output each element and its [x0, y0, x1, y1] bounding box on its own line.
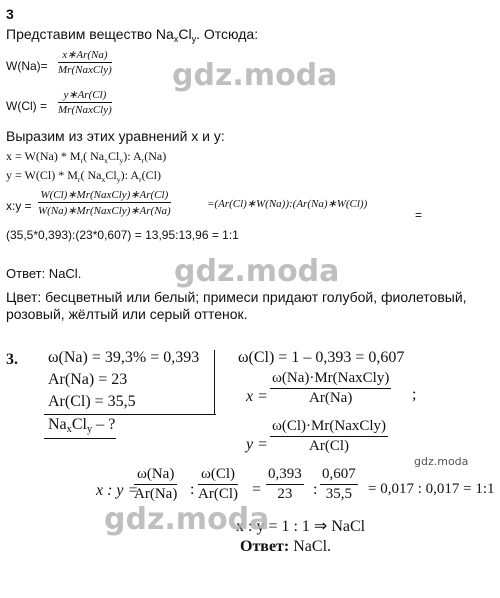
- x-eq-sub-y: y: [119, 156, 124, 165]
- given-ar-na: Ar(Na) = 23: [48, 371, 128, 388]
- ratio-f3-num: 0,393: [266, 466, 304, 485]
- watermark-gdz-1: gdz.moda: [172, 58, 338, 93]
- answer-label-bottom: Ответ:: [240, 538, 290, 555]
- y-equation: [6, 168, 161, 184]
- w-na-label: W(Na)=: [6, 59, 48, 73]
- y-fraction-bottom: [270, 418, 388, 455]
- y-eq-c: Cl: [105, 168, 117, 182]
- ratio-f3-den: 23: [277, 486, 293, 502]
- intro-text-a: Представим вещество Na: [6, 26, 174, 42]
- given-vertical-divider: [214, 350, 215, 414]
- watermark-gdz-2: gdz.moda: [174, 254, 340, 289]
- ratio-f1-den: Ar(Na): [134, 486, 178, 502]
- omega-cl: ω(Cl) = 1 – 0,393 = 0,607: [238, 349, 405, 366]
- x-eq-b: ( Na: [83, 149, 105, 163]
- x-eq-sub-r2: r: [141, 156, 145, 165]
- x-eq-e: (Na): [144, 149, 167, 163]
- find-sub-x: x: [66, 424, 72, 435]
- x-numerator-bottom: ω(Na)·Mr(NaxCly): [270, 370, 391, 389]
- find-line: [48, 416, 115, 435]
- y-label-bottom: y =: [246, 436, 268, 453]
- ratio-f1-num: ω(Na): [134, 466, 177, 485]
- xy-numerator: W(Cl)∗Mr(NaxCly)∗Ar(Cl): [38, 188, 171, 203]
- answer-line-bottom: [240, 538, 331, 556]
- y-eq-sub-r2: r: [139, 175, 142, 184]
- find-sub-y: y: [86, 424, 93, 435]
- w-na-denominator: Mr(NaxCly): [58, 64, 112, 76]
- xy-tail: =: [415, 208, 423, 222]
- find-c: – ?: [92, 416, 116, 433]
- x-eq-d: ): A: [123, 149, 142, 163]
- w-cl-numerator: y∗Ar(Cl): [58, 88, 112, 103]
- ratio-f2-num: ω(Cl): [198, 466, 238, 485]
- color-line-1: Цвет: бесцветный или белый; примеси придают голубой, фиолетовый,: [6, 289, 467, 305]
- ratio-fraction-1: [134, 466, 177, 503]
- xy-denominator: W(Na)∗Mr(NaxCly)∗Ar(Na): [38, 205, 171, 217]
- intro-sub-x: x: [173, 34, 179, 44]
- ratio-fraction-2: [198, 466, 238, 503]
- x-label-bottom: x =: [246, 388, 268, 405]
- w-cl-denominator: Mr(NaxCly): [58, 104, 112, 116]
- intro-line: [6, 26, 258, 44]
- ratio-colon-1: :: [190, 481, 195, 498]
- intro-sub-y: y: [191, 34, 197, 44]
- answer-value-bottom: NaCl.: [289, 538, 332, 555]
- x-tail-bottom: ;: [412, 386, 417, 403]
- y-numerator-bottom: ω(Cl)·Mr(NaxCly): [270, 418, 388, 437]
- y-eq-d: ): A: [120, 168, 139, 182]
- color-line-2: розовый, жёлтый или серый оттенок.: [6, 306, 248, 322]
- answer-line-top: Ответ: NaCl.: [6, 266, 82, 281]
- watermark-gdz-small: gdz.moda: [414, 455, 469, 468]
- result-line: x : y = 1 : 1 ⇒ NaCl: [236, 518, 366, 535]
- express-line: Выразим из этих уравнений x и y:: [6, 128, 225, 144]
- ratio-f4-den: 35,5: [325, 486, 352, 502]
- problem-number-top: 3: [6, 6, 14, 22]
- x-eq-sub-x: x: [104, 156, 109, 165]
- y-eq-sub-x: x: [101, 175, 106, 184]
- w-cl-label: W(Cl) =: [6, 99, 47, 113]
- xy-rhs: =(Ar(Cl)∗W(Na)):(Ar(Na)∗W(Cl)): [207, 198, 368, 210]
- y-eq-b: ( Na: [80, 168, 102, 182]
- ratio-f2-den: Ar(Cl): [198, 486, 238, 502]
- ratio-fraction-4: [320, 466, 358, 503]
- ratio-eq-1: =: [252, 481, 262, 498]
- find-underline: [44, 438, 116, 439]
- x-fraction-bottom: [270, 370, 391, 407]
- x-eq-a: x = W(Na) * M: [6, 149, 81, 163]
- w-na-fraction: [58, 48, 112, 76]
- y-denominator-bottom: Ar(Cl): [309, 438, 350, 454]
- x-denominator-bottom: Ar(Na): [309, 390, 353, 406]
- y-eq-sub-r: r: [77, 175, 81, 184]
- problem-number-bottom: 3.: [6, 351, 18, 368]
- ratio-f4-num: 0,607: [320, 466, 358, 485]
- y-eq-sub-y: y: [116, 175, 121, 184]
- x-equation: [6, 149, 166, 165]
- ratio-tail: = 0,017 : 0,017 = 1:1: [368, 481, 495, 497]
- w-cl-fraction: [58, 88, 112, 116]
- intro-text-c: . Отсюда:: [196, 26, 259, 42]
- find-b: Cl: [71, 416, 87, 433]
- intro-text-b: Cl: [178, 26, 192, 42]
- xy-fraction: [38, 188, 171, 217]
- ratio-colon-2: :: [313, 481, 318, 498]
- given-ar-cl: Ar(Cl) = 35,5: [48, 393, 136, 410]
- watermark-gdz-3: gdz.moda: [104, 502, 270, 537]
- find-a: Na: [48, 416, 67, 433]
- ratio-fraction-3: [266, 466, 304, 503]
- calc-line: (35,5*0,393):(23*0,607) = 13,95:13,96 = 1:1: [6, 228, 239, 242]
- given-omega-na: ω(Na) = 39,3% = 0,393: [48, 349, 200, 366]
- x-eq-sub-r: r: [80, 156, 84, 165]
- xy-label: x:y =: [6, 199, 32, 213]
- ratio-label: x : y =: [96, 482, 139, 499]
- y-eq-e: (Cl): [141, 168, 161, 182]
- x-eq-c: Cl: [108, 149, 120, 163]
- given-divider: [44, 414, 216, 415]
- y-eq-a: y = W(Cl) * M: [6, 168, 78, 182]
- w-na-numerator: x∗Ar(Na): [58, 48, 112, 63]
